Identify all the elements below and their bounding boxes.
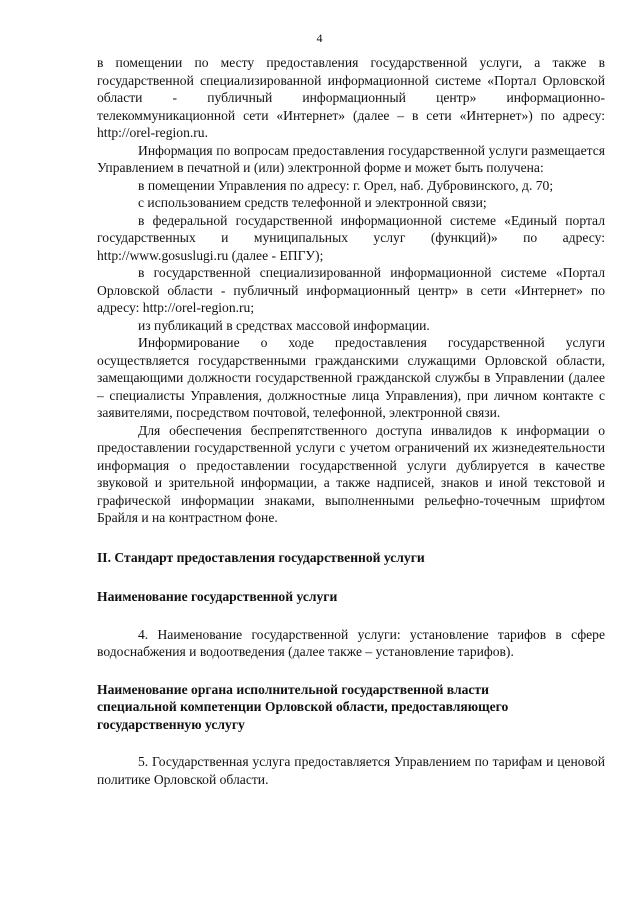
subheading-service-name: Наименование государственной услуги (97, 589, 338, 604)
list-item: в федеральной государственной информационной системе «Единый портал государственных и муниципальных услуг (функций)» по адресу: http://www.gosuslugi.ru (далее - ЕПГУ); (97, 212, 605, 263)
subheading-authority-line: государственную услугу (97, 716, 245, 732)
list-item: с использованием средств телефонной и электронной связи; (138, 195, 487, 210)
paragraph: в помещении по месту предоставления государственной услуги, а также в государственной специализированной информационной системе «Портал Орловской области - публичный информационный центр» информационно-телекоммуникационной сети «Интернет» (далее – в сети «Интернет») по адресу: http://orel-region.ru. (97, 55, 605, 140)
paragraph: Информация по вопросам предоставления государственной услуги размещается Управлением в печатной и (или) электронной форме и может быть получена: (97, 142, 605, 175)
document-body (97, 54, 605, 788)
paragraph: Для обеспечения беспрепятственного доступа инвалидов к информации о предоставлении государственной услуги с учетом ограничений их жизнедеятельности информация о предоставлении государственной услуги дублируется в качестве звуковой и зрительной информации, а также надписей, знаков и иной текстовой и графической информации знаками, выполненными рельефно-точечным шрифтом Брайля и на контрастном фоне. (97, 422, 605, 525)
list-item: в помещении Управления по адресу: г. Орел, наб. Дубровинского, д. 70; (138, 177, 554, 193)
paragraph-5: 5. Государственная услуга предоставляется Управлением по тарифам и ценовой политике Орловской области. (97, 754, 605, 787)
subheading-authority-line: Наименование органа исполнительной государственной власти (97, 681, 489, 697)
paragraph: Информирование о ходе предоставления государственной услуги осуществляется государственными гражданскими служащими Орловской области, замещающими должности государственной гражданской службы в Управлении (далее – специалисты Управления, должностные лица Управления), при личном контакте с заявителями, посредством почтовой, телефонной, электронной связи. (97, 335, 605, 420)
page-number: 4 (316, 31, 323, 45)
paragraph-4: 4. Наименование государственной услуги: установление тарифов в сфере водоснабжения и водоотведения (далее также – установление тарифов). (97, 626, 605, 659)
subheading-authority (97, 681, 605, 734)
section-title: II. Стандарт предоставления государственной услуги (97, 549, 425, 565)
list-item: из публикаций в средствах массовой информации. (138, 317, 430, 333)
subheading-authority-line: специальной компетенции Орловской области, предоставляющего (97, 699, 509, 714)
list-item: в государственной специализированной информационной системе «Портал Орловской области - публичный информационный центр» в сети «Интернет» по адресу: http://orel-region.ru; (97, 265, 605, 315)
